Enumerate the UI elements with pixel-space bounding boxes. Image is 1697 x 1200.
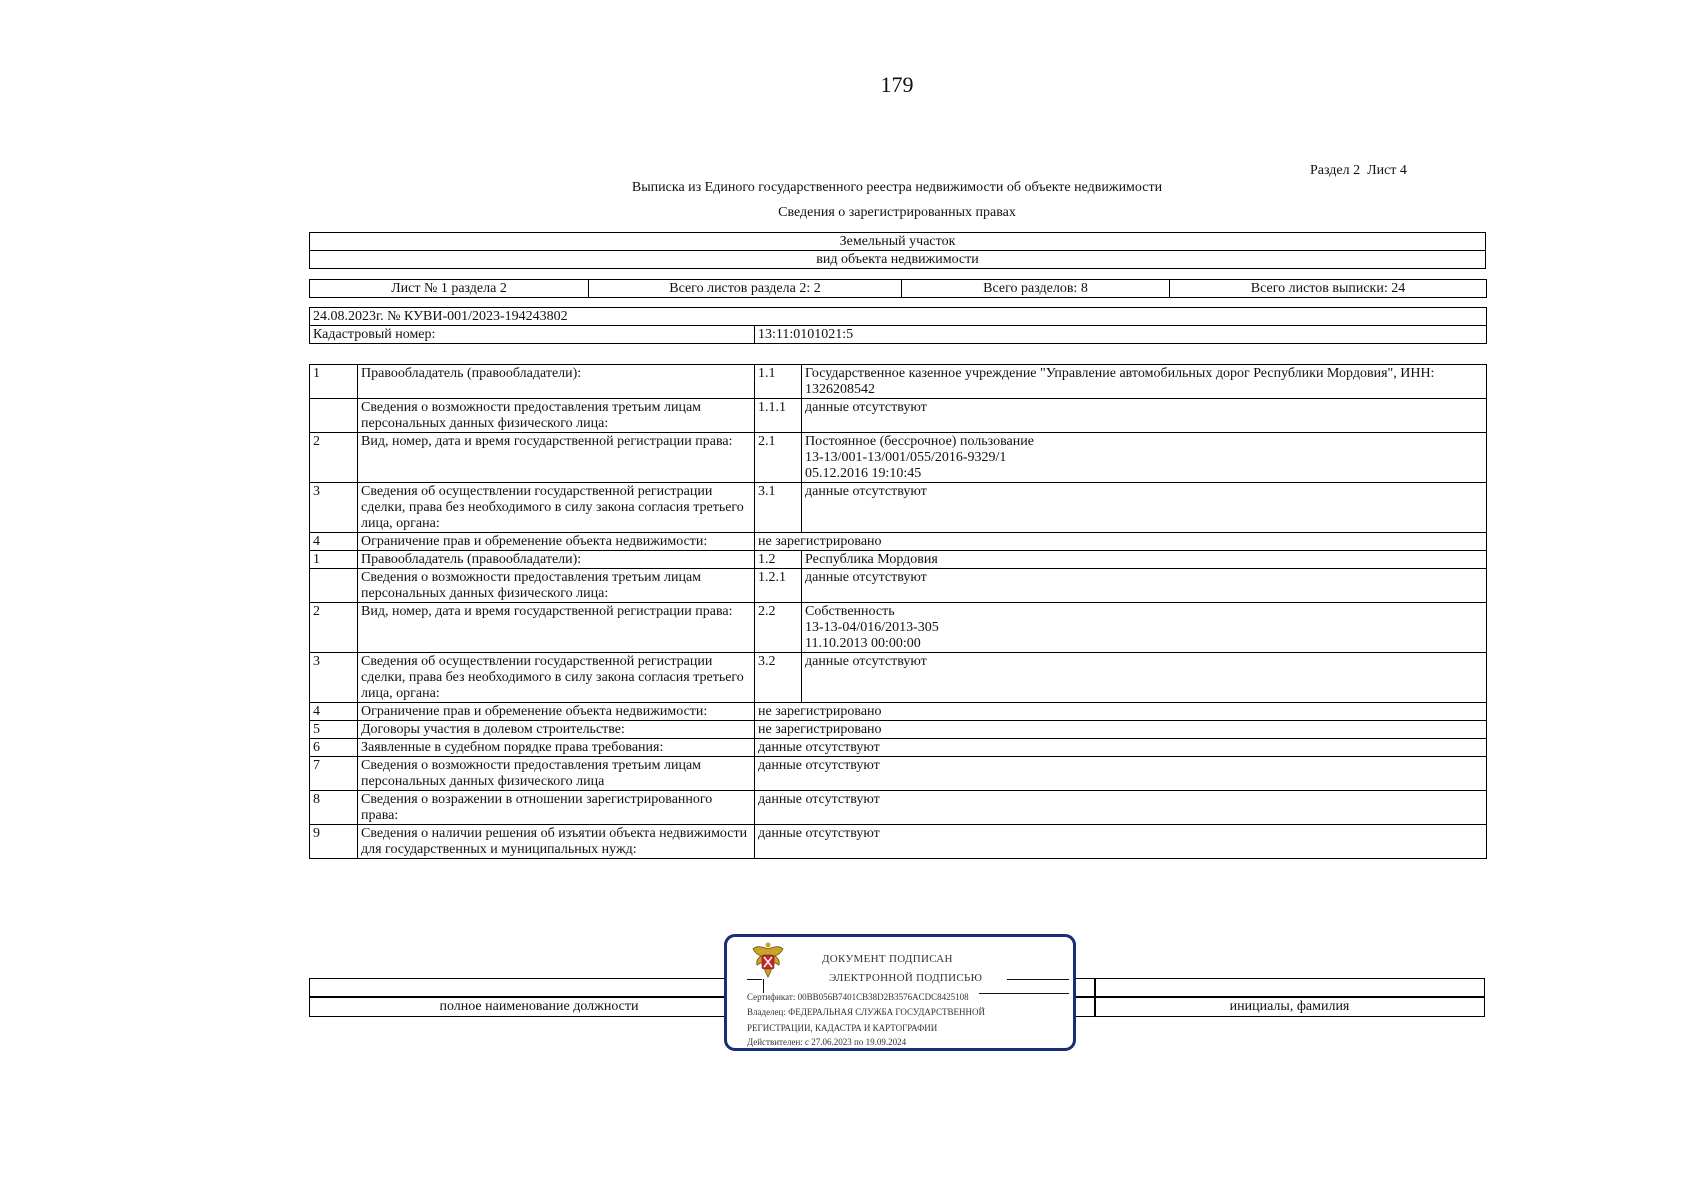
table-row	[310, 757, 1487, 791]
name-caption: инициалы, фамилия	[1229, 999, 1350, 1014]
row-label: Ограничение прав и обременение объекта недвижимости:	[358, 703, 755, 721]
row-number: 4	[310, 703, 358, 721]
row-label: Договоры участия в долевом строительстве:	[358, 721, 755, 739]
row-value: не зарегистрировано	[755, 703, 1487, 721]
row-number: 7	[310, 757, 358, 791]
table-row	[310, 399, 1487, 433]
stamp-owner: Владелец: ФЕДЕРАЛЬНАЯ СЛУЖБА ГОСУДАРСТВЕННОЙ	[747, 1007, 986, 1017]
row-subnumber: 3.2	[755, 653, 802, 703]
total-sheets-extract: Всего листов выписки: 24	[1170, 280, 1487, 298]
row-number: 2	[310, 603, 358, 653]
row-number: 5	[310, 721, 358, 739]
row-label: Сведения о возражении в отношении зарегистрированного права:	[358, 791, 755, 825]
table-row	[310, 703, 1487, 721]
position-caption: полное наименование должности	[439, 999, 639, 1014]
table-row	[310, 603, 1487, 653]
table-row	[310, 739, 1487, 757]
row-number	[310, 569, 358, 603]
row-value: данные отсутствуют	[755, 791, 1487, 825]
row-label: Сведения о наличии решения об изъятии объекта недвижимости для государственных и муниципальных нужд:	[358, 825, 755, 859]
total-sheets-section: Всего листов раздела 2: 2	[589, 280, 902, 298]
row-number	[310, 399, 358, 433]
table-row	[310, 483, 1487, 533]
double-headed-eagle-emblem-icon	[749, 941, 787, 981]
row-value: Постоянное (бессрочное) пользование 13-13/001-13/001/055/2016-9329/1 05.12.2016 19:10:45	[802, 433, 1487, 483]
row-value: данные отсутствуют	[802, 399, 1487, 433]
table-row	[310, 365, 1487, 399]
row-label: Сведения о возможности предоставления третьим лицам персональных данных физического лица:	[358, 399, 755, 433]
row-value: Государственное казенное учреждение "Управление автомобильных дорог Республики Мордовия", ИНН: 1326208542	[802, 365, 1487, 399]
row-number: 1	[310, 365, 358, 399]
row-value: Собственность 13-13-04/016/2013-305 11.10.2013 00:00:00	[802, 603, 1487, 653]
row-value: данные отсутствуют	[755, 757, 1487, 791]
row-label: Сведения о возможности предоставления третьим лицам персональных данных физического лица	[358, 757, 755, 791]
row-subnumber: 1.1	[755, 365, 802, 399]
document-number-table	[309, 307, 1487, 344]
row-number: 3	[310, 483, 358, 533]
row-label: Заявленные в судебном порядке права требования:	[358, 739, 755, 757]
cadastral-label: Кадастровый номер:	[310, 326, 755, 344]
row-label: Вид, номер, дата и время государственной регистрации права:	[358, 433, 755, 483]
sheet-of-section: Лист № 1 раздела 2	[310, 280, 589, 298]
row-value: данные отсутствуют	[802, 653, 1487, 703]
row-label: Правообладатель (правообладатели):	[358, 551, 755, 569]
object-kind-table	[309, 232, 1486, 269]
row-label: Вид, номер, дата и время государственной регистрации права:	[358, 603, 755, 653]
total-sections: Всего разделов: 8	[902, 280, 1170, 298]
table-row	[310, 569, 1487, 603]
row-value: данные отсутствуют	[802, 569, 1487, 603]
object-kind: Земельный участок	[310, 233, 1486, 251]
sheet-reference: Раздел 2 Лист 4	[1310, 163, 1407, 178]
row-label: Сведения об осуществлении государственной регистрации сделки, права без необходимого в силу закона согласия третьего лица, органа:	[358, 483, 755, 533]
object-kind-caption: вид объекта недвижимости	[310, 251, 1486, 269]
row-number: 4	[310, 533, 358, 551]
row-number: 2	[310, 433, 358, 483]
table-row	[310, 653, 1487, 703]
row-label: Правообладатель (правообладатели):	[358, 365, 755, 399]
row-subnumber: 1.1.1	[755, 399, 802, 433]
row-subnumber: 1.2	[755, 551, 802, 569]
stamp-certificate: Сертификат: 00BB056B7401CB38D2B3576ACDC8425108	[747, 992, 969, 1002]
page-number: 179	[880, 72, 914, 97]
stamp-line2: ЭЛЕКТРОННОЙ ПОДПИСЬЮ	[829, 972, 983, 984]
row-value: не зарегистрировано	[755, 533, 1487, 551]
table-row	[310, 721, 1487, 739]
rights-table	[309, 364, 1487, 859]
sheet-info-table	[309, 279, 1487, 298]
document-subtitle: Сведения о зарегистрированных правах	[778, 205, 1016, 220]
row-number: 1	[310, 551, 358, 569]
row-number: 3	[310, 653, 358, 703]
row-value: данные отсутствуют	[755, 739, 1487, 757]
row-label: Сведения о возможности предоставления третьим лицам персональных данных физического лица:	[358, 569, 755, 603]
document-number: 24.08.2023г. № КУВИ-001/2023-194243802	[310, 308, 1487, 326]
row-number: 8	[310, 791, 358, 825]
row-subnumber: 2.1	[755, 433, 802, 483]
stamp-line1: ДОКУМЕНТ ПОДПИСАН	[822, 953, 953, 965]
document-title: Выписка из Единого государственного реестра недвижимости об объекте недвижимости	[631, 180, 1163, 195]
table-row	[310, 433, 1487, 483]
table-row	[310, 791, 1487, 825]
row-subnumber: 3.1	[755, 483, 802, 533]
electronic-signature-stamp	[724, 934, 1076, 1051]
row-value: Республика Мордовия	[802, 551, 1487, 569]
row-label: Ограничение прав и обременение объекта недвижимости:	[358, 533, 755, 551]
row-number: 6	[310, 739, 358, 757]
table-row	[310, 825, 1487, 859]
row-value: не зарегистрировано	[755, 721, 1487, 739]
row-label: Сведения об осуществлении государственной регистрации сделки, права без необходимого в силу закона согласия третьего лица, органа:	[358, 653, 755, 703]
row-value: данные отсутствуют	[802, 483, 1487, 533]
table-row	[310, 533, 1487, 551]
stamp-owner-continued: РЕГИСТРАЦИИ, КАДАСТРА И КАРТОГРАФИИ	[747, 1023, 938, 1033]
stamp-validity: Действителен: с 27.06.2023 по 19.09.2024	[747, 1037, 907, 1047]
table-row	[310, 551, 1487, 569]
row-value: данные отсутствуют	[755, 825, 1487, 859]
row-number: 9	[310, 825, 358, 859]
row-subnumber: 2.2	[755, 603, 802, 653]
row-subnumber: 1.2.1	[755, 569, 802, 603]
cadastral-value: 13:11:0101021:5	[755, 326, 1487, 344]
